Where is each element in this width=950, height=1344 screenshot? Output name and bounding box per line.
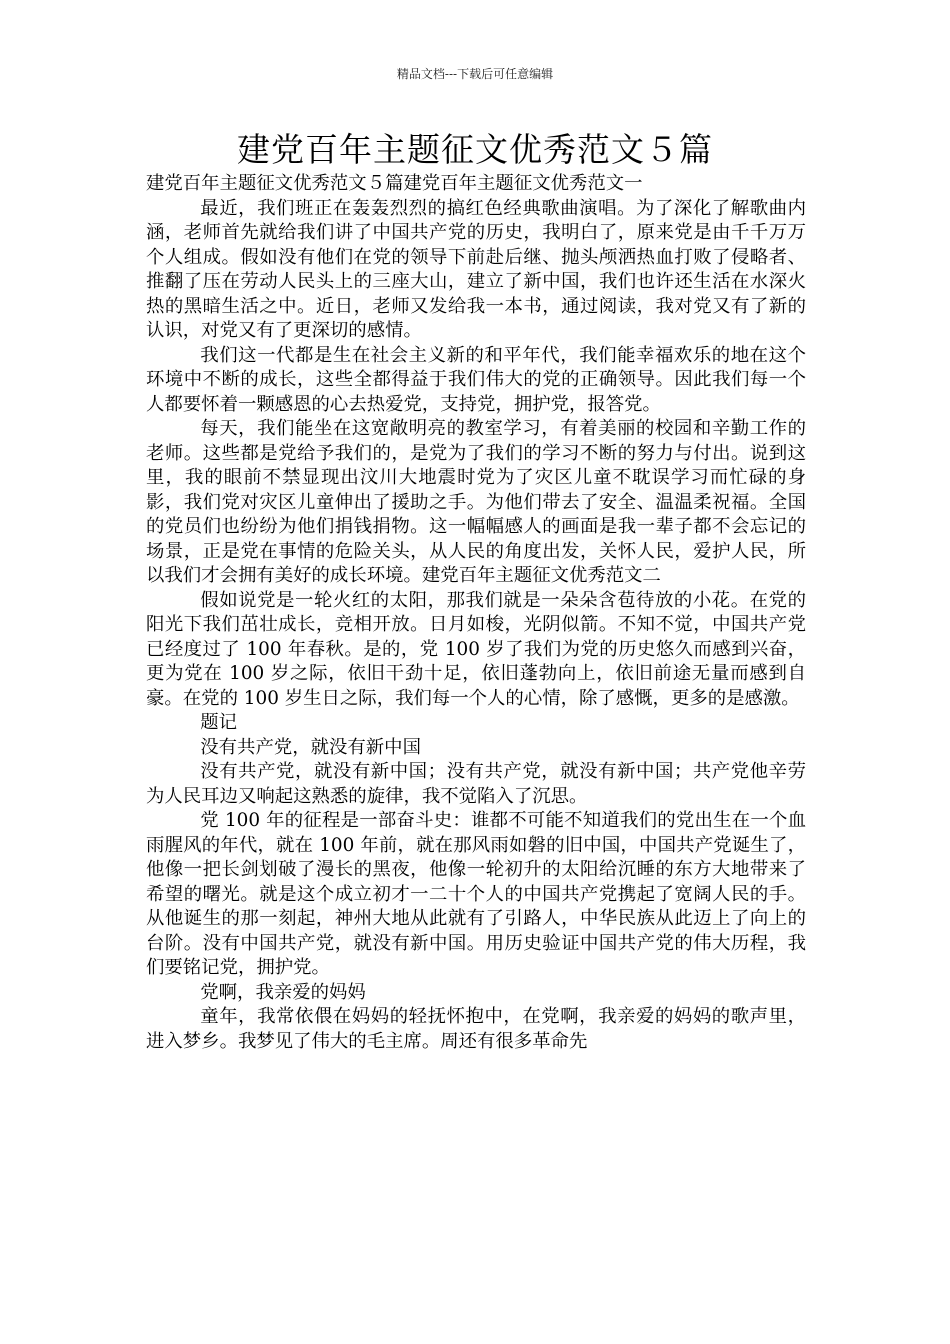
paragraph: 每天，我们能坐在这宽敞明亮的教室学习，有着美丽的校园和辛勤工作的老师。这些都是党给予我们的，是党为了我们的学习不断的努力与付出。说到这里，我的眼前不禁显现出汶川大地震时党为了灾区儿童不耽误学习而忙碌的身影，我们党对灾区儿童伸出了援助之手。为他们带去了安全、温温柔祝福。全国的党员们也纷纷为他们捐钱捐物。这一幅幅感人的画面是我一辈子都不会忘记的场景，正是党在事情的危险关头，从人民的角度出发，关怀人民，爱护人民，所以我们才会拥有美好的成长环境。建党百年主题征文优秀范文二 [146,418,806,586]
paragraph-heading: 没有共产党，就没有新中国 [200,736,421,758]
document-body [146,172,806,1054]
paragraph: 我们这一代都是生在社会主义新的和平年代，我们能幸福欢乐的地在这个环境中不断的成长，这些全都得益于我们伟大的党的正确领导。因此我们每一个人都要怀着一颗感恩的心去热爱党，支持党，拥护党，报答党。 [146,344,806,415]
paragraph: 没有共产党，就没有新中国；没有共产党，就没有新中国；共产党他辛劳为人民耳边又响起这熟悉的旋律，我不觉陷入了沉思。 [146,761,806,807]
paragraph: 假如说党是一轮火红的太阳，那我们就是一朵朵含苞待放的小花。在党的阳光下我们茁壮成长，竞相开放。日月如梭，光阴似箭。不知不觉，中国共产党已经度过了 100 年春秋。是的，党 100 岁了我们为党的历史悠久而感到兴奋，更为党在 100 岁之际，依旧干劲十足，依旧蓬勃向上，依旧前途无量而感到自豪。在党的 100 岁生日之际，我们每一个人的心情，除了感慨，更多的是感激。 [146,589,806,709]
paragraph: 最近，我们班正在轰轰烈烈的搞红色经典歌曲演唱。为了深化了解歌曲内涵，老师首先就给我们讲了中国共产党的历史，我明白了，原来党是由千千万万个人组成。假如没有他们在党的领导下前赴后继、抛头颅洒热血打败了侵略者、推翻了压在劳动人民头上的三座大山，建立了新中国，我们也许还生活在水深火热的黑暗生活之中。近日，老师又发给我一本书，通过阅读，我对党又有了新的认识，对党又有了更深切的感情。 [146,197,806,341]
paragraph-heading: 题记 [200,712,238,733]
page-header: 精品文档---下载后可任意编辑 [396,67,554,81]
paragraph-heading: 党啊，我亲爱的妈妈 [200,981,366,1003]
paragraph-subtitle: 建党百年主题征文优秀范文５篇建党百年主题征文优秀范文一 [146,173,643,194]
paragraph: 童年，我常依偎在妈妈的轻抚怀抱中，在党啊，我亲爱的妈妈的歌声里，进入梦乡。我梦见了伟大的毛主席。周还有很多革命先 [146,1006,806,1052]
document-title: 建党百年主题征文优秀范文５篇 [237,130,713,169]
paragraph: 党 100 年的征程是一部奋斗史：谁都不可能不知道我们的党出生在一个血雨腥风的年代，就在 100 年前，就在那风雨如磐的旧中国，中国共产党诞生了，他像一把长剑划破了漫长的黑夜，他像一轮初升的太阳给沉睡的东方大地带来了希望的曙光。就是这个成立初才一二十个人的中国共产党携起了宽阔人民的手。从他诞生的那一刻起，神州大地从此就有了引路人，中华民族从此迈上了向上的台阶。没有中国共产党，就没有新中国。用历史验证中国共产党的伟大历程，我们要铭记党，拥护党。 [146,810,806,978]
